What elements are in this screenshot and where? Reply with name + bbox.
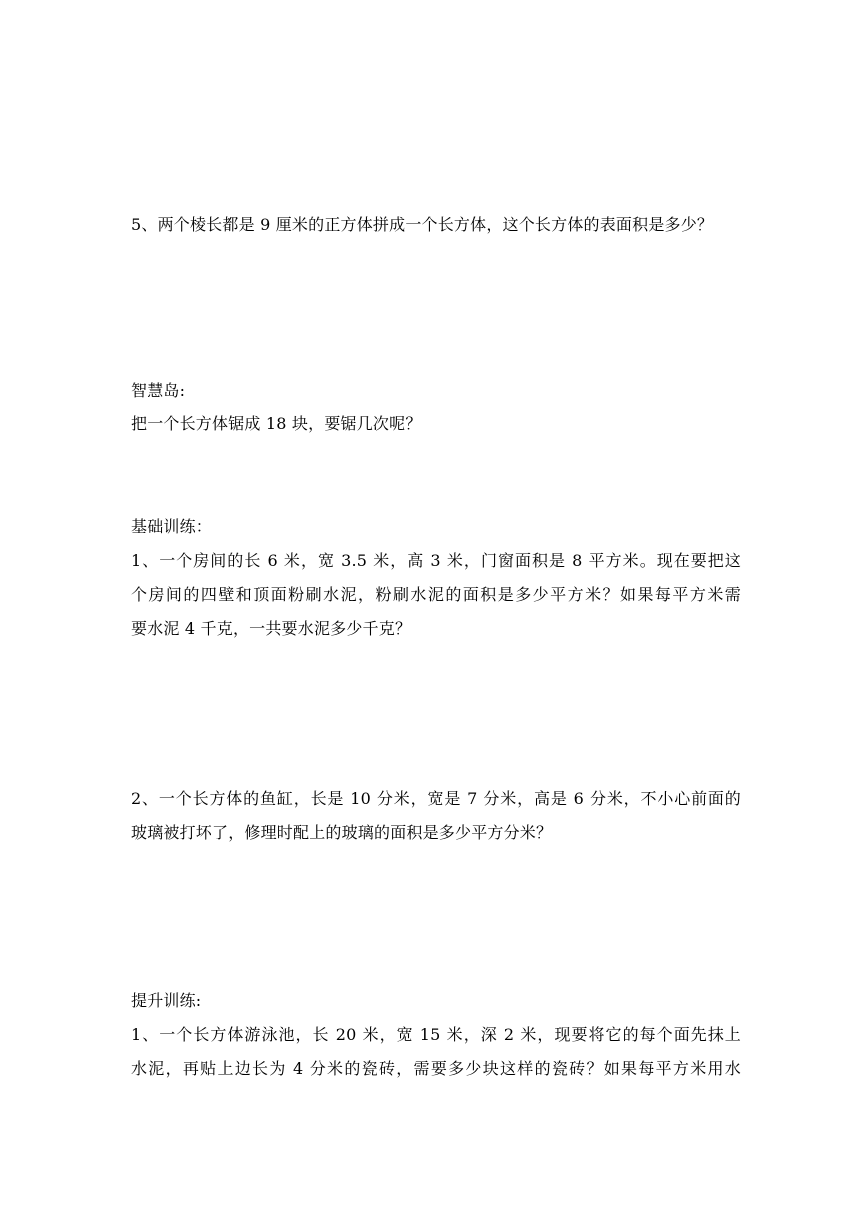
basic-q1-line-3: 要水泥 4 千克，一共要水泥多少千克？ xyxy=(131,619,412,638)
advanced-q1-line-1: 1、一个长方体游泳池，长 20 米，宽 15 米，深 2 米，现要将它的每个面先抹上 xyxy=(131,1025,741,1044)
basic-q2-line-2: 玻璃被打坏了，修理时配上的玻璃的面积是多少平方分米？ xyxy=(131,823,553,842)
advanced-training-heading: 提升训练: xyxy=(131,991,202,1010)
question-5: 5、两个棱长都是 9 厘米的正方体拼成一个长方体，这个长方体的表面积是多少？ xyxy=(131,215,714,234)
wisdom-island-heading: 智慧岛: xyxy=(131,381,186,400)
advanced-q1-line-2: 水泥，再贴上边长为 4 分米的瓷砖，需要多少块这样的瓷砖？如果每平方米用水 xyxy=(131,1059,741,1078)
basic-training-heading: 基础训练： xyxy=(131,517,213,536)
wisdom-island-question: 把一个长方体锯成 18 块，要锯几次呢？ xyxy=(131,414,422,433)
basic-q2-line-1: 2、一个长方体的鱼缸，长是 10 分米，宽是 7 分米，高是 6 分米，不小心前面的 xyxy=(131,789,741,808)
basic-q1-line-2: 个房间的四壁和顶面粉刷水泥，粉刷水泥的面积是多少平方米？如果每平方米需 xyxy=(131,585,741,604)
basic-q1-line-1: 1、一个房间的长 6 米，宽 3.5 米，高 3 米，门窗面积是 8 平方米。现在要把这 xyxy=(131,551,741,570)
